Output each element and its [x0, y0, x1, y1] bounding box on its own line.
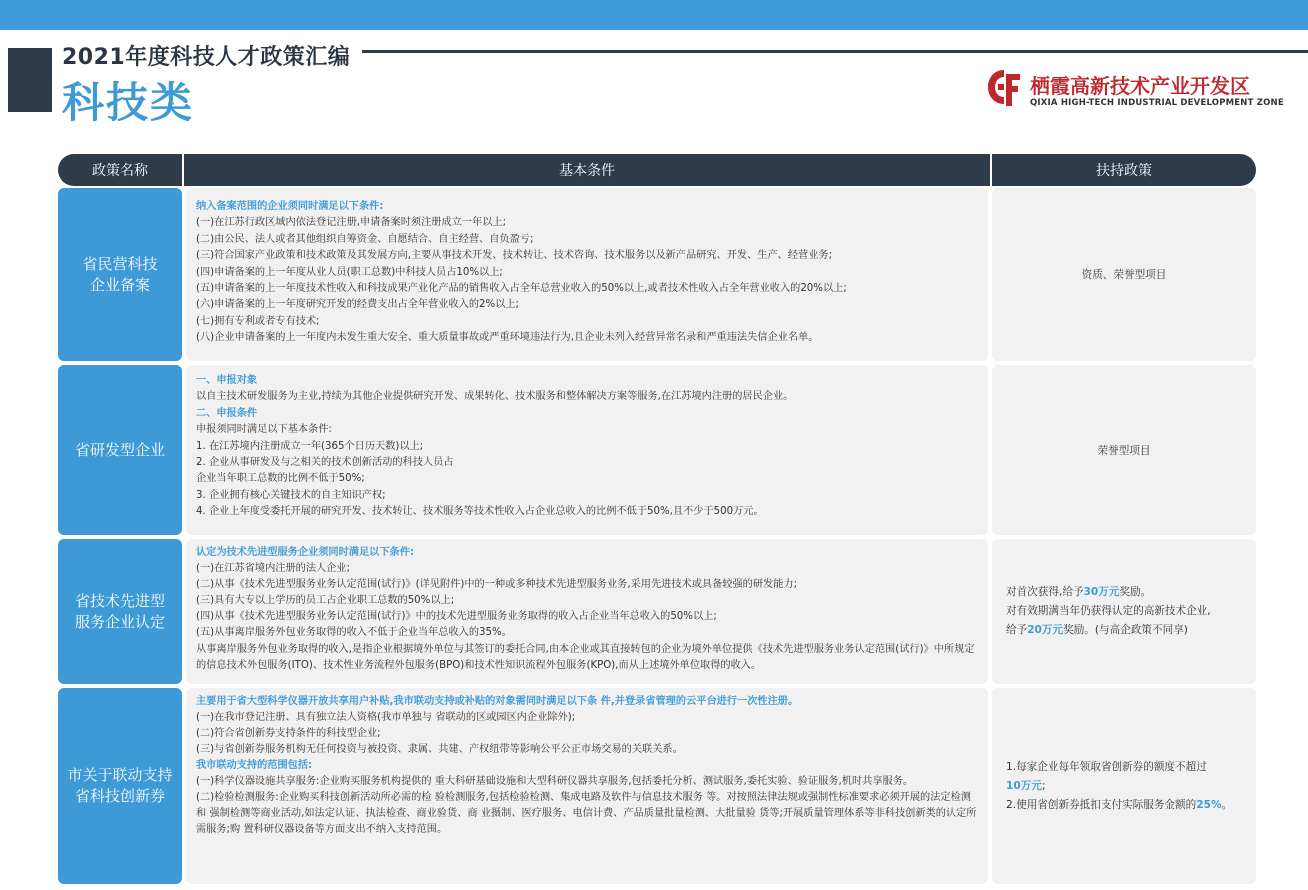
column-header-support: 扶持政策: [992, 154, 1256, 186]
support-text: 奖励。(与高企政策不同享): [1063, 624, 1188, 636]
qixia-logo-icon: [984, 66, 1024, 108]
policy-conditions: [186, 539, 988, 684]
support-text: 2.使用省创新券抵扣支付实际服务金额的: [1006, 798, 1197, 811]
support-amount: 10万元: [1006, 779, 1042, 792]
condition-paragraph: (二)检验检测服务:企业购买科技创新活动所必需的检 验检测服务,包括检验检测、集成电路及软件与信息技术服务 等。对按照法律法规或强制性标准要求必须开展的法定检测和 强制检测等商业活动,如法定认证、执法检查、商业验货、商 业摄制、医疗服务、电信计费、产品质量批量检测、大批量验 货等;开展质量管理体系等非科技创新类的认定所需服务;购 置科研仪器设备等方面支出不纳入支持范围。: [196, 792, 977, 835]
side-accent-block: [8, 48, 52, 112]
condition-line: 以自主技术研发服务为主业,持续为其他企业提供研究开发、成果转化、技术服务和整体解决方案等服务,在江苏境内注册的居民企业。: [196, 391, 794, 403]
condition-line: (二)由公民、法人或者其他组织自筹资金、自愿结合、自主经营、自负盈亏;: [196, 233, 534, 245]
policy-name: [58, 539, 182, 684]
support-line: 对有效期满当年仍获得认定的高新技术企业,: [1006, 605, 1211, 617]
logo-chinese-name: 栖霞高新技术产业开发区: [1030, 74, 1250, 98]
table-row: [58, 688, 1256, 884]
support-text: 对首次获得,给予: [1006, 586, 1084, 598]
condition-line: (二)符合省创新券支持条件的科技型企业;: [196, 728, 381, 739]
condition-line: (二)从事《技术先进型服务业务认定范围(试行)》(详见附件)中的一种或多种技术先进型服务业务,采用先进技术或具备较强的研发能力;: [196, 579, 798, 591]
condition-paragraph: 从事离岸服务外包业务取得的收入,是指企业根据境外单位与其签订的委托合同,由本企业或其直接转包的企业为境外单位提供《技术先进型服务业务认定范围(试行)》中所规定的信息技术外包服务(ITO)、技术性业务流程外包服务(BPO)和技术性知识流程外包服务(KPO),而从上述境外单位取得的收入。: [196, 643, 975, 671]
policy-conditions: [186, 188, 988, 361]
support-amount: 25%: [1196, 798, 1222, 811]
policy-name-text: 省研发型企业: [74, 440, 165, 459]
conditions-heading: 二、申报条件: [196, 407, 258, 419]
policy-conditions: [186, 365, 988, 535]
support-line: [1006, 796, 1232, 815]
table-row: [58, 365, 1256, 535]
policy-conditions: [186, 688, 988, 884]
condition-line: (三)具有大专以上学历的员工占企业职工总数的50%以上;: [196, 595, 455, 607]
condition-line: (八)企业申请备案的上一年度内未发生重大安全、重大质量事故或严重环境违法行为,且企业未列入经营异常名录和严重违法失信企业名单。: [196, 332, 819, 344]
conditions-heading: 主要用于省大型科学仪器开放共享用户补贴,我市联动支持或补贴的对象需同时满足以下条 件,并登录省管理的云平台进行一次性注册。: [196, 696, 799, 707]
condition-line: (一)在我市登记注册、具有独立法人资格(我市单独与 省联动的区或园区内企业除外);: [196, 712, 576, 723]
support-line: [1006, 621, 1211, 640]
condition-line: 1. 在江苏境内注册成立一年(365个日历天数)以上;: [196, 440, 424, 452]
table-row: [58, 539, 1256, 684]
top-banner: [0, 0, 1308, 30]
condition-line: (六)申请备案的上一年度研究开发的经费支出占全年营业收入的2%以上;: [196, 299, 519, 311]
support-amount: 20万元: [1027, 624, 1064, 636]
condition-line: (五)从事离岸服务外包业务取得的收入不低于企业当年总收入的35%。: [196, 627, 512, 639]
doc-subtitle: 2021年度科技人才政策汇编: [62, 45, 351, 70]
policy-name-text: 省技术先进型 服务企业认定: [74, 591, 165, 631]
condition-line: 2. 企业从事研发及与之相关的技术创新活动的科技人员占: [196, 457, 454, 469]
banner-gap: [0, 30, 1308, 36]
condition-line: (三)与省创新券服务机构无任何投资与被投资、隶属、共建、产权纽带等影响公平公正市场交易的关联关系。: [196, 744, 683, 755]
policy-support: 荣誉型项目: [992, 365, 1256, 535]
support-text: ;: [1041, 779, 1046, 792]
support-text: 给予: [1006, 624, 1028, 636]
policy-support: [992, 688, 1256, 884]
condition-line: (一)在江苏省境内注册的法人企业;: [196, 563, 351, 575]
condition-line: 申报须同时满足以下基本条件:: [196, 424, 332, 436]
policy-name: [58, 688, 182, 884]
support-amount: 30万元: [1083, 586, 1120, 598]
condition-line: (五)申请备案的上一年度技术性收入和科技成果产业化产品的销售收入占全年总营业收入的50%以上,或者技术性收入占全年营业收入的20%以上;: [196, 283, 847, 295]
conditions-heading: 认定为技术先进型服务企业须同时满足以下条件:: [196, 547, 415, 558]
table-row: [58, 188, 1256, 361]
condition-line: (四)从事《技术先进型服务业务认定范围(试行)》中的技术先进型服务业务取得的收入占企业当年总收入的50%以上;: [196, 611, 717, 623]
policy-support: [992, 539, 1256, 684]
support-line: 1.每家企业每年领取省创新券的额度不超过: [1006, 760, 1207, 773]
page-title: 科技类: [62, 78, 195, 127]
condition-line: (三)符合国家产业政策和技术政策及其发展方向,主要从事技术开发、技术转让、技术咨询、技术服务以及新产品研究、开发、生产、经营业务;: [196, 250, 833, 262]
title-rule: [362, 50, 1308, 53]
support-text: 。: [1221, 798, 1233, 811]
conditions-heading: 一、申报对象: [196, 375, 258, 386]
conditions-heading: 纳入备案范围的企业须同时满足以下条件:: [196, 201, 384, 212]
policy-name-text: 市关于联动支持 省科技创新券: [67, 766, 173, 805]
support-text: 奖励。: [1119, 586, 1152, 598]
condition-line: 4. 企业上年度受委托开展的研究开发、技术转让、技术服务等技术性收入占企业总收入的比例不低于50%,且不少于500万元。: [196, 506, 764, 518]
column-header-conditions: 基本条件: [184, 154, 990, 186]
conditions-heading: 我市联动支持的范围包括:: [196, 760, 313, 771]
condition-line: (四)申请备案的上一年度从业人员(职工总数)中科技人员占10%以上;: [196, 266, 503, 278]
logo-english-name: QIXIA HIGH-TECH INDUSTRIAL DEVELOPMENT ZONE: [1030, 98, 1284, 108]
support-line: [1006, 583, 1211, 602]
condition-paragraph: (一)科学仪器设施共享服务:企业购买服务机构提供的 重大科研基础设施和大型科研仪器共享服务,包括委托分析、测试服务,委托实验、验证服务,机时共享服务。: [196, 776, 914, 787]
policy-name: [58, 188, 182, 361]
policy-name: [58, 365, 182, 535]
condition-line: (一)在江苏行政区域内依法登记注册,申请备案时须注册成立一年以上;: [196, 217, 507, 229]
condition-line: 3. 企业拥有核心关键技术的自主知识产权;: [196, 489, 386, 501]
condition-line: 企业当年职工总数的比例不低于50%;: [196, 473, 365, 485]
policy-support: 资质、荣誉型项目: [992, 188, 1256, 361]
column-header-name: 政策名称: [58, 154, 182, 186]
condition-line: (七)拥有专利或者专有技术;: [196, 315, 320, 327]
policy-name-text: 省民营科技 企业备案: [82, 254, 158, 294]
support-line: [1006, 777, 1232, 796]
